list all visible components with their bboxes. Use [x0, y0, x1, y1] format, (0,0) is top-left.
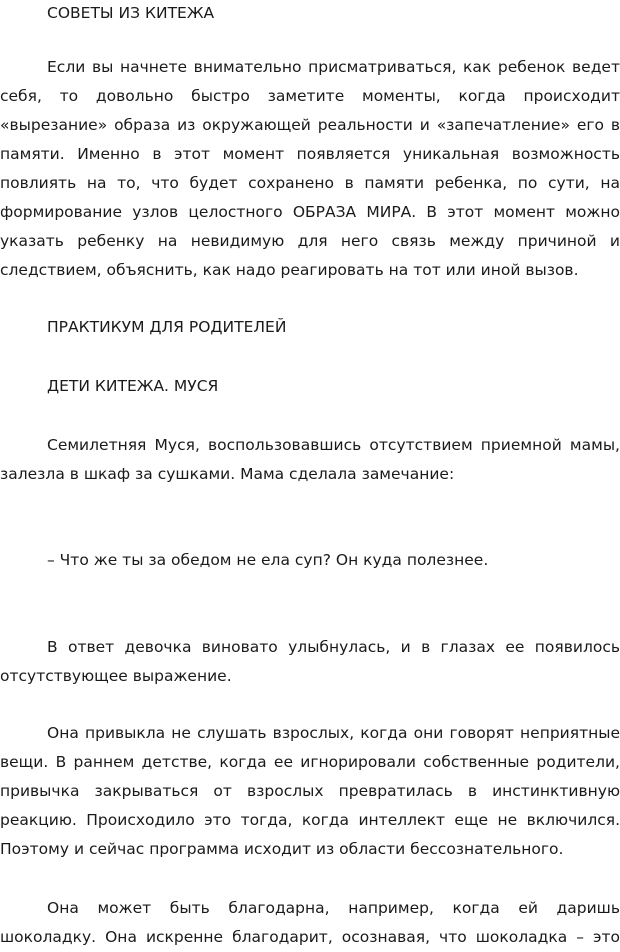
dialogue-line: – Что же ты за обедом не ела суп? Он куда полезнее. [47, 551, 489, 569]
paragraph-gratitude: Она может быть благодарна, например, когда ей даришь шоколадку. Она искренне благодарит, осознавая, что шоколадка – это [0, 899, 620, 946]
section-heading-praktikum: ПРАКТИКУМ ДЛЯ РОДИТЕЛЕЙ [47, 318, 287, 336]
paragraph-observation: Если вы начнете внимательно присматриваться, как ребенок ведет себя, то довольно быстро заметите моменты, когда происходит «вырезание» образа из окружающей реальности и «запечатление» его в памяти. Именно в этот момент появляется уникальная возможность повлиять на то, что будет сохранено в памяти ребенка, по сути, на формирование узлов целостного ОБРАЗА МИРА. В этот момент можно указать ребенку на невидимую для него связь между причиной и следствием, объяснить, как надо реагировать на тот или иной вызов. [0, 58, 620, 279]
paragraph-reaction: В ответ девочка виновато улыбнулась, и в глазах ее появилось отсутствующее выражение. [0, 638, 620, 685]
paragraph-habit: Она привыкла не слушать взрослых, когда они говорят неприятные вещи. В раннем детстве, когда ее игнорировали собственные родители, привычка закрываться от взрослых превратилась в инстинктивную реакцию. Происходило это тогда, когда интеллект еще не включился. Поэтому и сейчас программа исходит из области бессознательного. [0, 724, 620, 858]
section-heading-deti-kitezha: ДЕТИ КИТЕЖА. МУСЯ [47, 377, 219, 395]
section-heading-sovety: СОВЕТЫ ИЗ КИТЕЖА [47, 4, 215, 22]
paragraph-musya-intro: Семилетняя Муся, воспользовавшись отсутствием приемной мамы, залезла в шкаф за сушками. Мама сделала замечание: [0, 436, 620, 483]
